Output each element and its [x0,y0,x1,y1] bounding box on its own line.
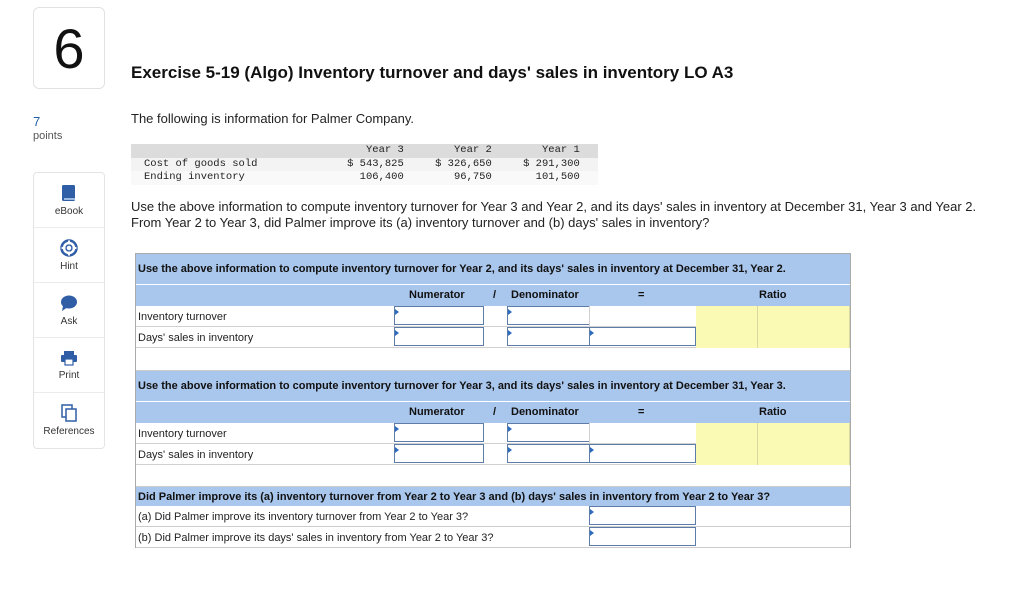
given-header-row [131,144,598,158]
ratio-cell [696,306,758,327]
ratio-unit-cell [758,327,850,348]
copy-pages-icon [61,404,77,422]
ratio-cell [696,444,758,465]
given-data-table [131,144,598,185]
cell-value: 96,750 [404,171,492,185]
intro-text: The following is information for Palmer Company. [131,111,414,126]
row-label: Inventory turnover [138,311,227,323]
row-inventory-turnover-year3 [136,423,850,444]
column-header-row [136,401,850,423]
ratio-cell [696,423,758,444]
denominator-input[interactable] [507,444,590,463]
answer-b-dropdown[interactable] [589,527,696,546]
equals-header: = [638,289,645,301]
numerator-input[interactable] [394,423,484,442]
cell-value: $ 543,825 [324,158,403,172]
ask-button[interactable] [34,283,104,338]
row-label: Cost of goods sold [131,158,324,172]
answer-a-dropdown[interactable] [589,506,696,525]
denominator-input[interactable] [507,423,590,442]
ask-label: Ask [60,315,78,327]
ratio-unit-cell [758,306,850,327]
row-days-sales-year2 [136,327,850,348]
given-row-cogs [131,158,598,172]
given-row-inventory [131,171,598,185]
exercise-title: Exercise 5-19 (Algo) Inventory turnover and days' sales in inventory LO A3 [131,63,734,82]
ebook-label: eBook [54,205,84,217]
slash-header: / [493,406,497,418]
tool-panel [33,172,105,449]
numerator-input[interactable] [394,327,484,346]
book-icon [61,184,77,202]
header-year3: Year 3 [324,144,403,158]
cell-value: $ 291,300 [492,158,580,172]
question-a-label: (a) Did Palmer improve its inventory turnover from Year 2 to Year 3? [138,511,469,523]
row-label: Ending inventory [131,171,324,185]
section-improve-heading: Did Palmer improve its (a) inventory turnover from Year 2 to Year 3 and (b) days' sales in inventory from Year 2 to Year 3? [136,487,850,506]
ratio-unit-cell [758,423,850,444]
equals-header: = [638,406,645,418]
row-label: Days' sales in inventory [138,332,254,344]
denominator-header: Denominator [511,406,579,418]
denominator-header: Denominator [511,289,579,301]
answer-worksheet [135,253,851,548]
multiplier-input[interactable] [589,444,696,463]
hint-button[interactable] [34,228,104,283]
ratio-unit-cell [758,444,850,465]
section-year3-heading: Use the above information to compute inventory turnover for Year 3, and its days' sales in inventory at December 31, Year 3. [136,371,850,401]
points-value: 7 [33,114,41,129]
numerator-header: Numerator [409,406,465,418]
ebook-button[interactable] [34,173,104,228]
hint-label: Hint [60,260,78,272]
printer-icon [60,350,78,366]
denominator-input[interactable] [507,306,590,325]
print-label: Print [58,369,80,381]
denominator-input[interactable] [507,327,590,346]
print-button[interactable] [34,338,104,393]
ratio-header: Ratio [759,289,787,301]
references-label: References [43,426,95,437]
question-b-row [136,527,850,548]
cell-value: 106,400 [324,171,403,185]
points-label: points [33,130,63,142]
row-label: Days' sales in inventory [138,449,254,461]
cell-value: $ 326,650 [404,158,492,172]
ratio-header: Ratio [759,406,787,418]
question-number: 6 [33,7,105,89]
ratio-cell [696,327,758,348]
row-inventory-turnover-year2 [136,306,850,327]
row-label: Inventory turnover [138,428,227,440]
multiplier-input[interactable] [589,327,696,346]
numerator-input[interactable] [394,306,484,325]
numerator-header: Numerator [409,289,465,301]
cell-value: 101,500 [492,171,580,185]
column-header-row [136,284,850,306]
header-year1: Year 1 [492,144,580,158]
numerator-input[interactable] [394,444,484,463]
section-year2-heading: Use the above information to compute inventory turnover for Year 2, and its days' sales in inventory at December 31, Year 2. [136,254,850,284]
references-button[interactable] [34,393,104,448]
slash-header: / [493,289,497,301]
header-year2: Year 2 [404,144,492,158]
lifebuoy-icon [60,239,78,257]
question-b-label: (b) Did Palmer improve its days' sales in inventory from Year 2 to Year 3? [138,532,494,544]
row-days-sales-year3 [136,444,850,465]
chat-bubble-icon [60,294,78,312]
instructions-text: Use the above information to compute inventory turnover for Year 3 and Year 2, and its days' sales in inventory at December 31, Year 3 and Year 2. From Year 2 to Year 3, did Palmer improve its (a) inventory turnover and (b) days' sales in inventory? [131,199,977,230]
question-a-row [136,506,850,527]
